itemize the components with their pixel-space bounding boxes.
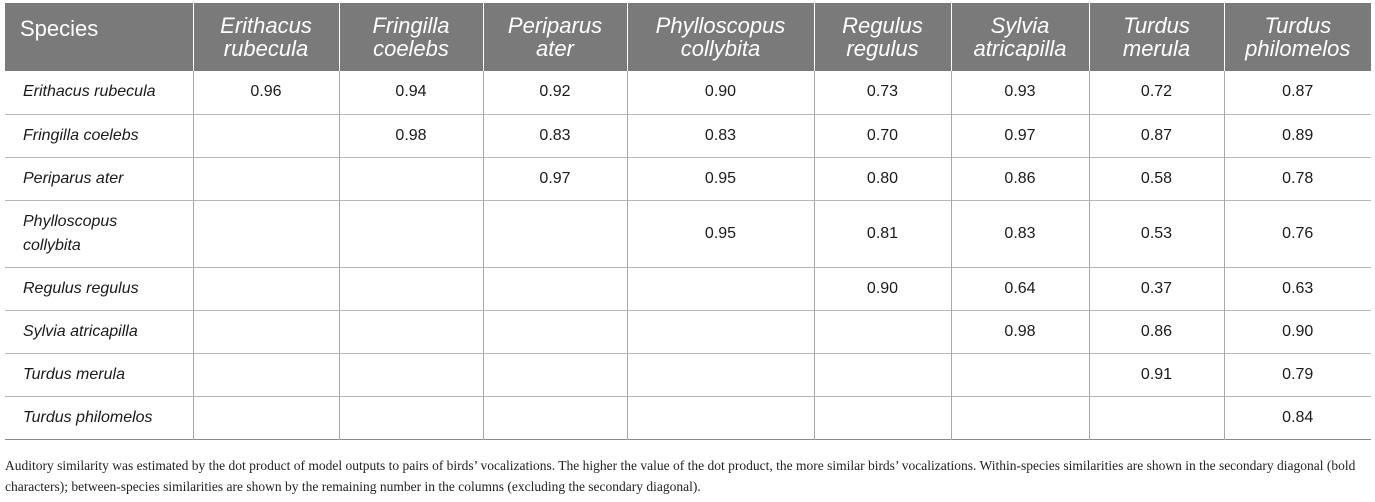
- similarity-cell: [339, 353, 483, 396]
- similarity-table-container: [5, 3, 1371, 440]
- similarity-cell: [814, 353, 951, 396]
- similarity-cell: [339, 157, 483, 200]
- column-header-line: ater: [536, 36, 574, 61]
- row-label-line: Turdus merula: [23, 365, 125, 383]
- similarity-cell: [339, 310, 483, 353]
- column-header-line: Turdus: [1123, 13, 1190, 38]
- column-header-line: Phylloscopus: [655, 13, 786, 38]
- similarity-cell: 0.90: [1224, 310, 1371, 353]
- table-footnote: Auditory similarity was estimated by the dot product of model outputs to pairs of birds’ vocalizations. The higher the value of the dot product, the more similar birds’ vocalizations. Within-species similarities are shown in the secondary diagonal (bold characters); between-species similarities are shown by the remaining number in the columns (excluding the secondary diagonal).: [5, 458, 1356, 494]
- similarity-cell: 0.83: [951, 200, 1089, 267]
- table-row: [5, 310, 1371, 353]
- similarity-cell: 0.89: [1224, 114, 1371, 157]
- similarity-cell: 0.95: [627, 200, 814, 267]
- similarity-cell: 0.72: [1089, 71, 1224, 114]
- similarity-cell: [339, 396, 483, 439]
- row-label-regulus-regulus: [5, 267, 193, 310]
- table-row: [5, 157, 1371, 200]
- similarity-cell: 0.90: [814, 267, 951, 310]
- similarity-cell: 0.86: [951, 157, 1089, 200]
- similarity-cell: 0.87: [1224, 71, 1371, 114]
- similarity-cell: 0.91: [1089, 353, 1224, 396]
- similarity-cell: [193, 114, 339, 157]
- column-header-line: Sylvia: [990, 13, 1050, 38]
- column-header-turdus-merula: [1089, 3, 1224, 71]
- column-header-sylvia-atricapilla: [951, 3, 1089, 71]
- header-row: [5, 3, 1371, 71]
- similarity-cell: 0.53: [1089, 200, 1224, 267]
- similarity-cell: 0.96: [193, 71, 339, 114]
- similarity-cell: 0.70: [814, 114, 951, 157]
- similarity-cell: [339, 267, 483, 310]
- similarity-cell: [1089, 396, 1224, 439]
- row-label-turdus-merula: [5, 353, 193, 396]
- column-header-line: atricapilla: [973, 36, 1067, 61]
- table-row: [5, 267, 1371, 310]
- row-label-line: Erithacus rubecula: [23, 83, 156, 101]
- similarity-cell: 0.86: [1089, 310, 1224, 353]
- column-header-line: collybita: [680, 36, 761, 61]
- similarity-cell: 0.95: [627, 157, 814, 200]
- similarity-cell: 0.78: [1224, 157, 1371, 200]
- similarity-cell: 0.97: [951, 114, 1089, 157]
- similarity-cell: [814, 310, 951, 353]
- column-header-phylloscopus-collybita: [627, 3, 814, 71]
- column-header-line: Periparus: [507, 13, 603, 38]
- row-label-sylvia-atricapilla: [5, 310, 193, 353]
- similarity-cell: [193, 200, 339, 267]
- similarity-cell: [193, 157, 339, 200]
- similarity-cell: 0.84: [1224, 396, 1371, 439]
- similarity-cell: 0.93: [951, 71, 1089, 114]
- similarity-cell: [627, 353, 814, 396]
- table-row: [5, 200, 1371, 267]
- column-header-regulus-regulus: [814, 3, 951, 71]
- similarity-cell: [483, 310, 627, 353]
- column-header-turdus-philomelos: [1224, 3, 1371, 71]
- column-header-line: coelebs: [373, 36, 449, 61]
- column-header-line: merula: [1122, 36, 1191, 61]
- similarity-cell: 0.79: [1224, 353, 1371, 396]
- similarity-cell: 0.92: [483, 71, 627, 114]
- similarity-cell: [951, 396, 1089, 439]
- column-header-line: rubecula: [223, 36, 309, 61]
- column-header-line: Turdus: [1264, 13, 1332, 38]
- similarity-cell: [814, 396, 951, 439]
- similarity-cell: 0.83: [627, 114, 814, 157]
- similarity-cell: 0.97: [483, 157, 627, 200]
- row-label-line: Sylvia atricapilla: [23, 322, 138, 340]
- table-body: [5, 71, 1371, 439]
- similarity-cell: 0.83: [483, 114, 627, 157]
- similarity-cell: [483, 353, 627, 396]
- row-label-fringilla-coelebs: [5, 114, 193, 157]
- similarity-cell: 0.87: [1089, 114, 1224, 157]
- table-row: [5, 396, 1371, 439]
- column-header-line: Fringilla: [372, 13, 450, 38]
- row-label-line: Phylloscopus: [23, 212, 118, 230]
- table-header: [5, 3, 1371, 71]
- similarity-cell: 0.63: [1224, 267, 1371, 310]
- similarity-cell: [627, 396, 814, 439]
- similarity-cell: 0.98: [339, 114, 483, 157]
- similarity-cell: 0.80: [814, 157, 951, 200]
- similarity-cell: 0.98: [951, 310, 1089, 353]
- similarity-cell: 0.64: [951, 267, 1089, 310]
- similarity-cell: 0.94: [339, 71, 483, 114]
- table-row: [5, 114, 1371, 157]
- row-label-line: Fringilla coelebs: [23, 126, 139, 144]
- similarity-cell: [627, 267, 814, 310]
- column-header-line: Erithacus: [220, 13, 312, 38]
- column-header-line: regulus: [846, 36, 919, 61]
- similarity-cell: 0.58: [1089, 157, 1224, 200]
- similarity-cell: [193, 396, 339, 439]
- similarity-cell: [627, 310, 814, 353]
- similarity-cell: [193, 353, 339, 396]
- row-label-line: Turdus philomelos: [23, 408, 153, 426]
- column-header-line: Regulus: [842, 13, 923, 38]
- similarity-cell: [339, 200, 483, 267]
- row-label-periparus-ater: [5, 157, 193, 200]
- similarity-cell: 0.81: [814, 200, 951, 267]
- row-label-line: collybita: [23, 236, 81, 254]
- row-label-turdus-philomelos: [5, 396, 193, 439]
- similarity-cell: 0.37: [1089, 267, 1224, 310]
- table-row: [5, 71, 1371, 114]
- similarity-cell: 0.90: [627, 71, 814, 114]
- similarity-cell: 0.76: [1224, 200, 1371, 267]
- similarity-cell: [193, 267, 339, 310]
- species-column-header: Species: [5, 3, 193, 71]
- similarity-table: [5, 3, 1371, 440]
- table-row: [5, 353, 1371, 396]
- similarity-cell: [483, 267, 627, 310]
- similarity-cell: [951, 353, 1089, 396]
- row-label-erithacus-rubecula: [5, 71, 193, 114]
- row-label-line: Periparus ater: [23, 169, 124, 187]
- similarity-cell: [193, 310, 339, 353]
- similarity-cell: [483, 396, 627, 439]
- similarity-cell: [483, 200, 627, 267]
- row-label-line: Regulus regulus: [23, 279, 139, 297]
- column-header-fringilla-coelebs: [339, 3, 483, 71]
- similarity-cell: 0.73: [814, 71, 951, 114]
- column-header-erithacus-rubecula: [193, 3, 339, 71]
- column-header-line: philomelos: [1245, 36, 1351, 61]
- column-header-periparus-ater: [483, 3, 627, 71]
- row-label-phylloscopus-collybita: [5, 200, 193, 267]
